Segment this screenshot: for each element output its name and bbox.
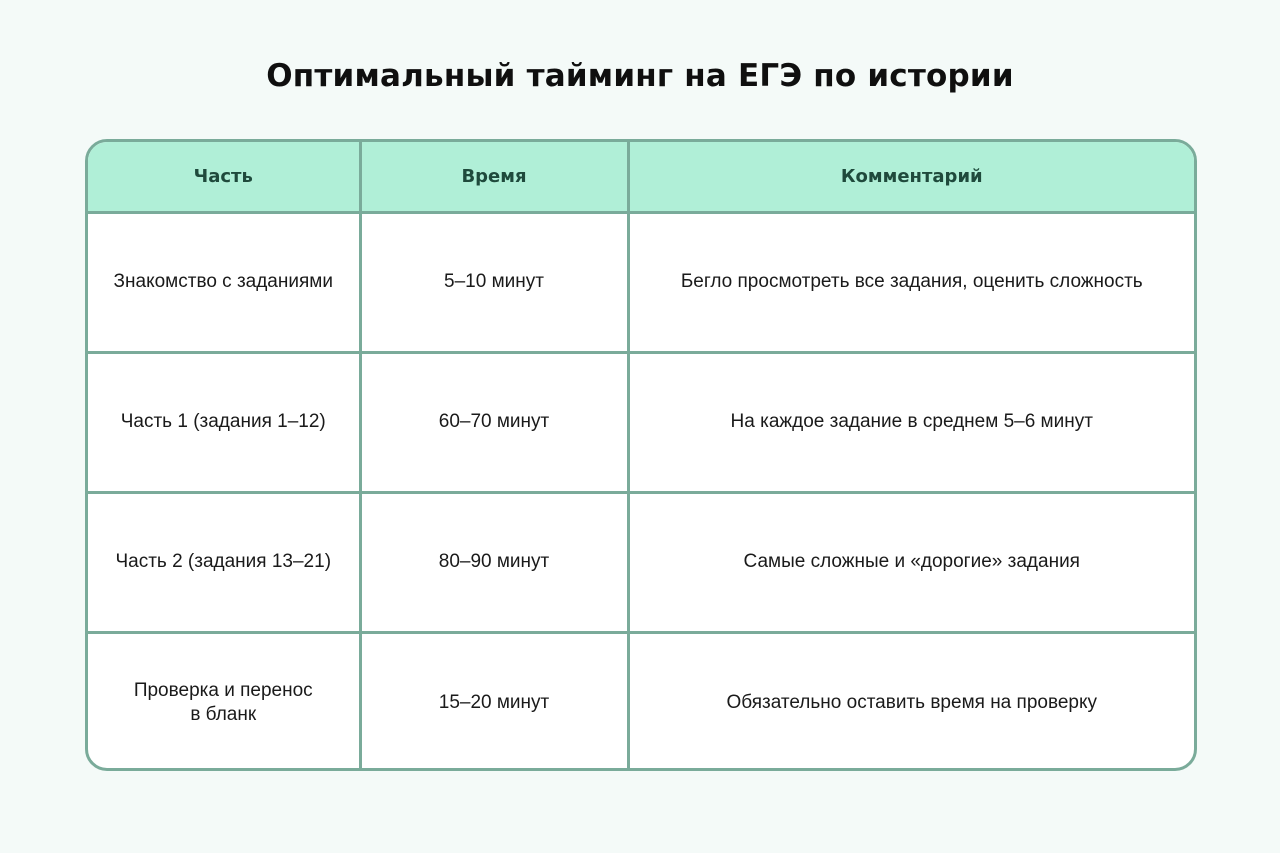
cell-time <box>360 632 628 771</box>
cell-part-text: Проверка и перенос в бланк <box>133 679 313 725</box>
cell-comment <box>628 632 1194 771</box>
cell-time <box>360 492 628 632</box>
cell-part-text: Часть 1 (задания 1–12) <box>120 411 326 432</box>
cell-time-text: 80–90 минут <box>438 551 550 572</box>
table-row <box>88 212 1194 352</box>
cell-time <box>360 212 628 352</box>
column-header-comment: Комментарий <box>628 142 1194 212</box>
cell-comment-text: На каждое задание в среднем 5–6 минут <box>730 411 1093 432</box>
cell-time <box>360 352 628 492</box>
cell-time-text: 15–20 минут <box>438 691 550 713</box>
page-title: Оптимальный тайминг на ЕГЭ по истории <box>266 58 1014 94</box>
cell-time-text: 60–70 минут <box>438 411 550 432</box>
cell-part <box>88 352 360 492</box>
table-row <box>88 632 1194 771</box>
table-row <box>88 492 1194 632</box>
header-row <box>88 142 1194 212</box>
column-header-part: Часть <box>88 142 360 212</box>
timing-table <box>85 139 1197 771</box>
cell-comment <box>628 492 1194 632</box>
table-row <box>88 352 1194 492</box>
cell-time-text: 5–10 минут <box>444 271 544 292</box>
cell-part-text: Часть 2 (задания 13–21) <box>115 551 332 572</box>
timing-table-grid <box>88 142 1194 771</box>
cell-comment <box>628 352 1194 492</box>
cell-comment-text: Бегло просмотреть все задания, оценить сложность <box>680 271 1143 292</box>
cell-part-text: Знакомство с заданиями <box>113 271 333 292</box>
cell-comment-text: Самые сложные и «дорогие» задания <box>743 551 1080 572</box>
column-header-time: Время <box>360 142 628 212</box>
cell-part <box>88 492 360 632</box>
cell-part <box>88 212 360 352</box>
cell-comment <box>628 212 1194 352</box>
cell-part <box>88 632 360 771</box>
cell-comment-text: Обязательно оставить время на проверку <box>726 691 1097 713</box>
